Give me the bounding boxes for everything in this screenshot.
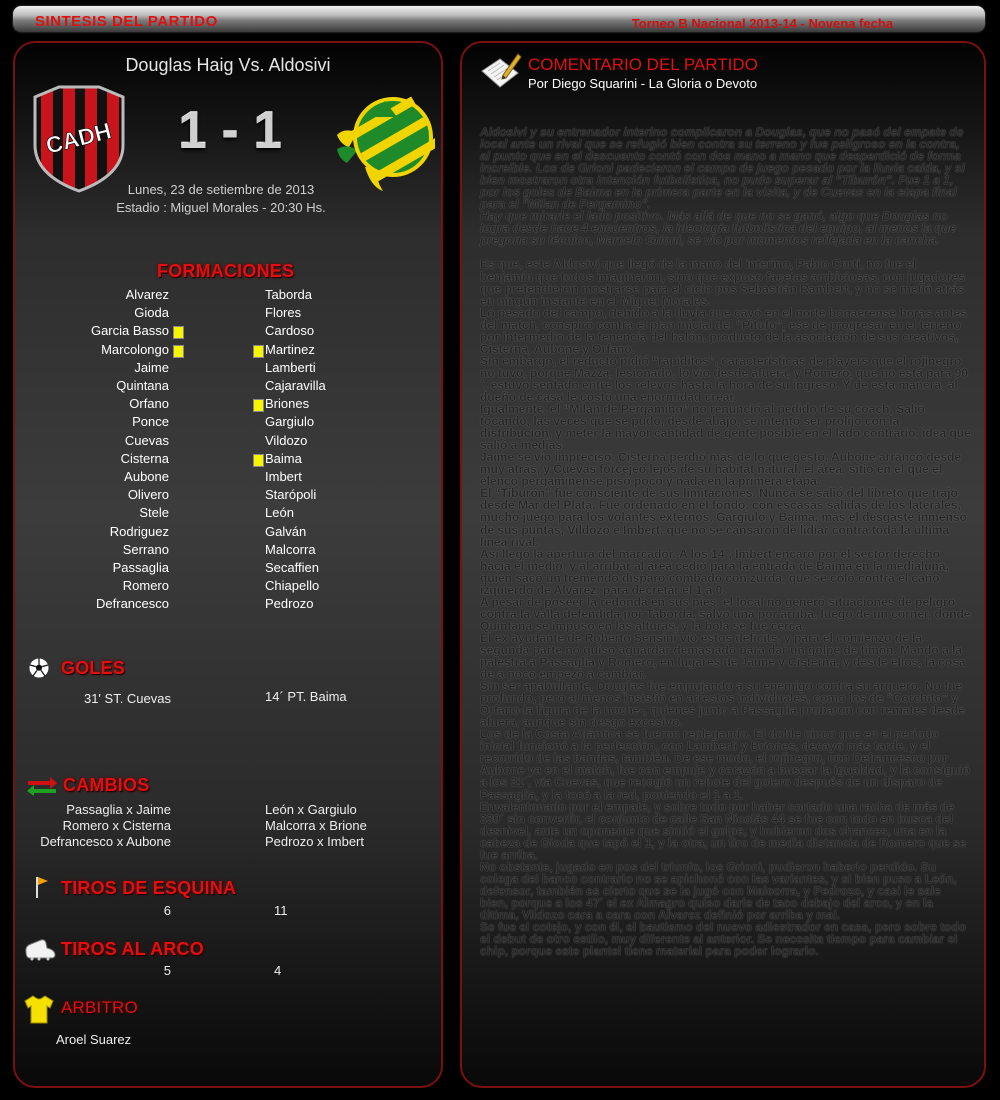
lineup-row — [15, 596, 441, 614]
sub-home-2: Romero x Cisterna — [62, 818, 171, 833]
soccer-boot-icon — [23, 936, 57, 962]
lineup-away-player: Malcorra — [265, 541, 316, 557]
commentary-intro: Aldosivi y su entrenador interino complicaron a Douglas, que no pasó del empate de local ante un rival que se refugió bien contra su terreno y fue peligroso en la contra, al punto que en el descuento contó con dos mano a mano que desperdició de forma increíble. Los de Grioni padecieron el campo de juego pesado por la lluvia caída, y si bien mostraron otra intención futbolística, no pudo superar al “Tiburón”. Fue 1 a 1, por los goles de Baima en la primera parte en la visita, y de Cuevas en la etapa final para el “Milan de Pergamino”. Hay que mirarle el lado positivo. Más allá de que no se ganó, algo que Douglas no logra desde hace 4 encuentros, la ideología futbolística del equipo, al menos la que pregona su técnico, Marcelo Grioni, se vio por momentos reflejada en la cancha. — [480, 125, 965, 248]
referee-name: Aroel Suarez — [56, 1032, 132, 1047]
yellow-card-icon — [253, 399, 264, 412]
section-title-tiros-arco: TIROS AL ARCO — [61, 939, 204, 959]
lineup-home-player: Stele — [139, 505, 169, 521]
commentary-author: Por Diego Squarini - La Gloria o Devoto — [528, 76, 758, 91]
match-stadium: Estadio : Miguel Morales - 20:30 Hs. — [116, 200, 326, 215]
lineup-row — [15, 505, 441, 523]
lineup-home-player: Quintana — [116, 378, 169, 393]
lineup-row — [15, 451, 441, 469]
referee-shirt-icon — [23, 993, 55, 1025]
lineup-away-player: Imbert — [265, 469, 302, 484]
notepad-pencil-icon — [478, 51, 522, 93]
shots-home: 5 — [163, 963, 171, 978]
match-summary-panel — [13, 41, 443, 1088]
yellow-card-icon — [253, 454, 264, 467]
substitution-arrows-icon — [26, 775, 58, 797]
lineup-home-player: Garcia Basso — [90, 323, 169, 339]
corners-away: 11 — [274, 903, 288, 918]
lineup-home-player: Olivero — [127, 487, 169, 503]
section-title-arbitro: ARBITRO — [61, 998, 138, 1017]
lineup-away-player: Baima — [265, 450, 302, 466]
lineup-home-player: Aubone — [124, 469, 169, 484]
lineup-row — [15, 524, 441, 542]
lineup-home-player: Cisterna — [120, 450, 169, 466]
lineup-away-player: Cajaravilla — [265, 378, 326, 393]
yellow-card-icon — [173, 345, 184, 358]
lineup-home-player: Cuevas — [124, 432, 169, 448]
lineup-row — [15, 342, 441, 360]
lineup-home-player: Orfano — [129, 396, 169, 412]
lineup-home-player: Jaime — [134, 359, 169, 375]
lineup-home-player: Ponce — [132, 414, 169, 430]
lineup-row — [15, 360, 441, 378]
corners-home: 6 — [163, 903, 171, 918]
lineup-away-player: Secaffien — [265, 560, 319, 575]
lineup-row — [15, 433, 441, 451]
lineup-home-player: Passaglia — [112, 560, 169, 575]
lineup-home-player: Rodriguez — [109, 523, 169, 539]
aldosivi-crest-icon — [335, 87, 435, 193]
lineup-row — [15, 542, 441, 560]
sub-home-1: Passaglia x Jaime — [66, 802, 171, 817]
lineup-away-player: Lamberti — [265, 359, 316, 375]
lineup-away-player: Starópoli — [265, 487, 317, 503]
section-title-tiros-esquina: TIROS DE ESQUINA — [61, 878, 237, 898]
lineup-row — [15, 323, 441, 341]
match-title: Douglas Haig Vs. Aldosivi — [125, 55, 331, 75]
commentary-panel — [460, 41, 986, 1088]
lineup-row — [15, 487, 441, 505]
lineup-away-player: León — [265, 505, 294, 521]
sub-away-1: León x Gargiulo — [265, 802, 357, 817]
lineup-away-player: Chiapello — [265, 578, 320, 594]
lineup-away-player: Taborda — [265, 287, 312, 302]
match-date: Lunes, 23 de setiembre de 2013 — [127, 182, 315, 197]
crest-initials: CADH — [43, 117, 114, 159]
sub-away-2: Malcorra x Brione — [265, 818, 367, 833]
lineup-away-player: Briones — [265, 396, 310, 412]
corner-flag-icon — [33, 875, 51, 899]
section-title-formaciones: FORMACIONES — [157, 261, 295, 281]
commentary-title: COMENTARIO DEL PARTIDO — [528, 55, 758, 74]
sub-home-3: Defrancesco x Aubone — [40, 834, 171, 849]
lineup-row — [15, 287, 441, 305]
score: 1 - 1 — [177, 102, 283, 160]
section-title-cambios: CAMBIOS — [63, 775, 150, 795]
douglas-haig-crest-icon — [29, 85, 129, 193]
lineup-row — [15, 469, 441, 487]
lineup-away-player: Flores — [265, 305, 302, 321]
yellow-card-icon — [253, 345, 264, 358]
lineup-row — [15, 378, 441, 396]
lineup-row — [15, 578, 441, 596]
lineup-home-player: Gioda — [134, 305, 169, 321]
yellow-card-icon — [173, 326, 184, 339]
lineup-away-player: Gargiulo — [265, 414, 315, 430]
lineup-away-player: Cardoso — [265, 323, 315, 339]
lineup-away-player: Vildozo — [265, 432, 308, 448]
lineup-home-player: Marcolongo — [101, 341, 169, 357]
goal-home: 31' ST. Cuevas — [83, 691, 171, 706]
lineup-away-player: Galván — [265, 523, 307, 539]
lineup-away-player: Pedrozo — [265, 596, 314, 612]
header-tournament: Torneo B Nacional 2013-14 - Novena fecha — [631, 16, 893, 31]
lineup-row — [15, 396, 441, 414]
shots-away: 4 — [274, 963, 282, 978]
commentary-body — [480, 126, 972, 957]
sub-away-3: Pedrozo x Imbert — [265, 834, 364, 849]
lineup-home-player: Alvarez — [125, 287, 169, 302]
lineup-row — [15, 414, 441, 432]
header-bar — [13, 6, 985, 32]
lineup-home-player: Serrano — [122, 541, 169, 557]
lineup-row — [15, 305, 441, 323]
goal-away: 14´ PT. Baima — [265, 689, 347, 704]
section-title-goles: GOLES — [61, 658, 126, 678]
lineup-row — [15, 560, 441, 578]
lineup-home-player: Romero — [122, 578, 169, 594]
header-title: SINTESIS DEL PARTIDO — [35, 13, 218, 30]
commentary-text: Es que, este Aldosivi que llegó de la mano del interino, Pablo Corti, no fue el benjamín que todos imaginaron, sino que expuso facetas ambiciosas, con jugadores que pretendieron mostrarse para el ciclo pos Sebastián Rambert, y no se metió atrás en ningún instante en el Miguel Morales. Lo pesado del campo, debido a la lluvia que cayó en el norte bonaerense horas antes del match, conspiró contra el plan inicial del “Pitufo”, ese de progresar en el terreno por intermedio de la tenencia del balón, producto de la asociación de sus creativos, Cisterna, Aubone y Orfano. Sin embargo, el reducto pidió “rapiditos”, características de players que el rojinegro no tuvo, porque Mazza, lesionado, lo vio desde afuera, y Romero, que no está para 90´, estuvo sentado entre los relevos hasta la hora de su ingreso. Y de esta manera, al dueño de casa le costó una enormidad crear. Igualmente, el “Milan de Pergamino” no renunció al pedido de su coach. Salió tocando, las veces que se pudo, desde abajo, se intentó ser prolijo con la distribución, y meter la mayor cantidad de gente posible en el lado contrario, idea que salió a medias. Jaime se vio impreciso, Cisterna perdió más de lo que gestó, Aubone arrancó desde muy atrás, y Cuevas forcejeó lejos de su hábitat natural, el área, sitio en el que el elenco pergaminense pisó poco y nada en la primera etapa. El “Tiburón” fue consciente de sus limitaciones. Nunca se salió del libreto que trajo desde Mar del Plata. Fue ordenado en el fondo, con escasas salidas de los laterales, mucho juego para los volantes externos, Gargiulo y Baima, más el desgaste inmenso de sus puntas, Vildozo e Imbert, que no se cansaron de lidiar contra toda la última línea rival. Así llegó la apertura del marcador. A los 14´, Imbert encaró por el sector derecho hacia el medio, y al arribar al área cedió para la entrada de Baima en la medialuna, quien sacó un tremendo disparo combado con zurda, que se coló contra el caño izquierdo de Alvarez, para decretar el 1 a 0. A pesar de poseer la redonda en sus pies, el local no generó situaciones de peligro contra la valla defendida por Taborda, salvo una por arriba, luego de un córner, donde Quintana se impuso en las alturas, y la bola se fue cerca. El ex ayudante de Roberto Sensini vio estos déficits, y para el comienzo de la segunda parte no quiso aguardar demasiado para dar un golpe de timón. Mandó a la palestra a Passaglia y Romero, en lugares de Jaime y Cisterna, y desde ellos, la cosa de a poco empezó a cambiar. Sin ser apabullante, Douglas fue empujando a su enemigo contra su arquero. No fue profundo, pero al menos insistió en arrestos individuales, como los de “Corchito” y Orfano-la figura de la noche-, quienes junto a Passaglia probaron con remates desde afuera, aunque sin riesgo excesivo. Los de la Costa Atlántica se fueron replegando. El doble cinco que en el período inicial funcionó a la perfección, con Lamberti y Briones, decayó más tarde, y el recorrido de las bandas, también. De ese modo, el rojinegro, con Defrancesco por Aubone ya en el match, fue con empuje y corazón a buscar la igualdad, y la consiguió a los 31´, vía Cuevas, que recogió un rebote del golero después de un disparo de Passaglia, y la tocó a la red, poniendo el 1 a 1. Envalentonado por el empate, y sobre todo por haber cortado una racha de más de 330´ sin convertir, el conjunto de calle San Nicolás 44 se fue con todo en busca del desnivel, ante un oponente que sintió el golpe, y hubieron dos chances, una en la cabeza de Gioda que tapó el 1, y la otra, un tiro de media distancia de Romero que se fue arriba. No obstante, jugado en pos del triunfo, los Grioni, pudieron haberlo perdido. Su colega del banco contrario no se apichonó con las variantes, y si bien puso a León, defensor, también es cierto que se la jugó con Malcorra, y Pedrozo, y casi le sale bien, porque a los 47´ el ex Almagro quiso darle de taco debajo del arco, y en la última, Vildozo cara a cara con Alvarez definió por arriba y mal. Se fue el cotejo, y con él, el bautismo del nuevo adiestrador en casa, pero sobre todo el debut de otro estilo, muy diferente al anterior. Se necesita tiempo para cambiar el chip, porque este plantel tiene material para poder lograrlo. — [480, 257, 971, 959]
lineup-away-player: Martinez — [265, 341, 315, 357]
soccer-ball-icon — [28, 657, 50, 679]
lineup-home-player: Defrancesco — [96, 596, 169, 612]
